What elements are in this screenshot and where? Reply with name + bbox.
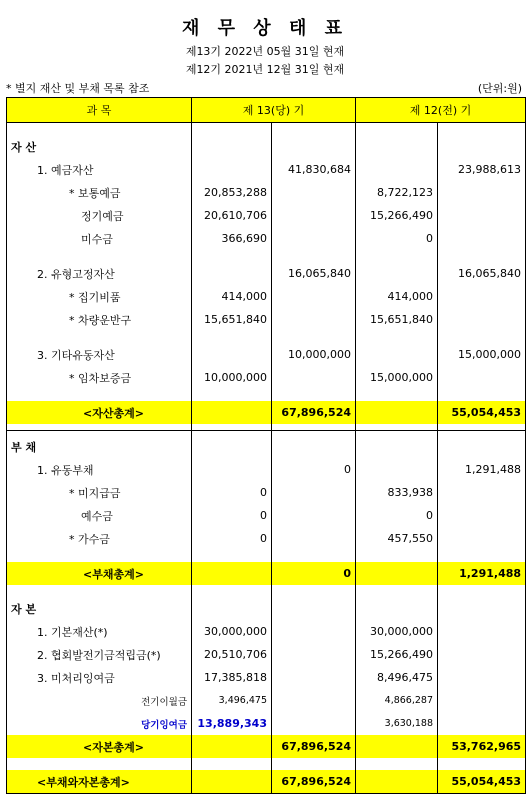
row-label: * 미지급금	[7, 481, 192, 504]
cur-total: 16,065,840	[272, 262, 356, 285]
prev-value: 8,496,475	[356, 666, 438, 689]
prev-value: 8,722,123	[356, 181, 438, 204]
header-previous: 제 12(전) 기	[356, 98, 526, 123]
equity-total-row	[7, 735, 526, 758]
prev-total: 16,065,840	[438, 262, 526, 285]
row-label: 1. 기본재산(*)	[7, 620, 192, 643]
section-equity: 자 본	[7, 597, 192, 620]
row-label: 3. 미처리잉여금	[7, 666, 192, 689]
section-assets: 자 산	[7, 135, 192, 158]
prev-total: 1,291,488	[438, 458, 526, 481]
cur-total: 67,896,524	[272, 735, 356, 758]
row-label: <부채와자본총계>	[7, 770, 192, 794]
row-label: 1. 유동부채	[7, 458, 192, 481]
header-item: 과 목	[7, 98, 192, 123]
row-label: <자본총계>	[7, 735, 192, 758]
cur-value: 0	[192, 527, 272, 550]
row-label: * 집기비품	[7, 285, 192, 308]
document-title: 재 무 상 태 표	[181, 18, 348, 39]
cur-total: 0	[272, 562, 356, 585]
table-row	[7, 343, 526, 366]
table-row	[7, 158, 526, 181]
cur-value: 0	[192, 504, 272, 527]
prev-value: 15,000,000	[356, 366, 438, 389]
prev-value: 0	[356, 227, 438, 250]
row-label: 3. 기타유동자산	[7, 343, 192, 366]
row-label: <자산총계>	[7, 401, 192, 424]
row-label: * 차량운반구	[7, 308, 192, 331]
table-row	[7, 435, 526, 458]
prev-value: 15,266,490	[356, 204, 438, 227]
prev-value: 15,651,840	[356, 308, 438, 331]
row-label: 당기잉여금	[7, 712, 192, 735]
unit-label: (단위:원)	[477, 82, 522, 95]
table-row	[7, 597, 526, 620]
cur-value: 13,889,343	[192, 712, 272, 735]
row-label: 2. 협회발전기금적립금(*)	[7, 643, 192, 666]
cur-value: 20,610,706	[192, 204, 272, 227]
table-row	[7, 458, 526, 481]
cur-value: 15,651,840	[192, 308, 272, 331]
table-row	[7, 227, 526, 250]
grand-total-row	[7, 770, 526, 794]
prev-total: 53,762,965	[438, 735, 526, 758]
cur-value: 10,000,000	[192, 366, 272, 389]
row-label: 예수금	[7, 504, 192, 527]
table-row	[7, 262, 526, 285]
prev-total: 1,291,488	[438, 562, 526, 585]
prev-value: 457,550	[356, 527, 438, 550]
header-current: 제 13(당) 기	[192, 98, 356, 123]
table-row	[7, 308, 526, 331]
note: * 별지 재산 및 부채 목록 참조	[6, 82, 150, 95]
row-label: * 보통예금	[7, 181, 192, 204]
cur-value: 20,510,706	[192, 643, 272, 666]
table-row	[7, 504, 526, 527]
table-row	[7, 135, 526, 158]
prev-total: 15,000,000	[438, 343, 526, 366]
table-row	[7, 181, 526, 204]
row-label: 미수금	[7, 227, 192, 250]
table-row	[7, 643, 526, 666]
prev-value: 0	[356, 504, 438, 527]
subtitle-previous: 제12기 2021년 12월 31일 현재	[185, 63, 345, 76]
prev-value: 15,266,490	[356, 643, 438, 666]
row-label: 전기이월금	[7, 689, 192, 712]
cur-total: 41,830,684	[272, 158, 356, 181]
cur-value: 20,853,288	[192, 181, 272, 204]
prev-total: 55,054,453	[438, 770, 526, 794]
table-row	[7, 285, 526, 308]
subtitle-current: 제13기 2022년 05월 31일 현재	[185, 45, 345, 58]
table-row	[7, 481, 526, 504]
balance-sheet-table	[6, 97, 526, 794]
cur-total: 0	[272, 458, 356, 481]
cur-value: 0	[192, 481, 272, 504]
prev-value: 833,938	[356, 481, 438, 504]
cur-value: 17,385,818	[192, 666, 272, 689]
cur-value: 30,000,000	[192, 620, 272, 643]
table-row	[7, 527, 526, 550]
row-label: * 가수금	[7, 527, 192, 550]
header-row	[7, 98, 526, 123]
liabilities-total-row	[7, 562, 526, 585]
prev-value: 414,000	[356, 285, 438, 308]
prev-value: 3,630,188	[356, 712, 438, 735]
section-liabilities: 부 채	[7, 435, 192, 458]
prev-value: 4,866,287	[356, 689, 438, 712]
prev-total: 23,988,613	[438, 158, 526, 181]
cur-total: 67,896,524	[272, 770, 356, 794]
table-row	[7, 712, 526, 735]
row-label: 정기예금	[7, 204, 192, 227]
cur-value: 3,496,475	[192, 689, 272, 712]
table-row	[7, 666, 526, 689]
table-row	[7, 620, 526, 643]
cur-total: 67,896,524	[272, 401, 356, 424]
cur-value: 366,690	[192, 227, 272, 250]
table-row	[7, 366, 526, 389]
prev-value: 30,000,000	[356, 620, 438, 643]
table-row	[7, 204, 526, 227]
cur-total: 10,000,000	[272, 343, 356, 366]
table-row	[7, 689, 526, 712]
row-label: <부채총계>	[7, 562, 192, 585]
assets-total-row	[7, 401, 526, 424]
cur-value: 414,000	[192, 285, 272, 308]
row-label: * 임차보증금	[7, 366, 192, 389]
row-label: 1. 예금자산	[7, 158, 192, 181]
prev-total: 55,054,453	[438, 401, 526, 424]
row-label: 2. 유형고정자산	[7, 262, 192, 285]
